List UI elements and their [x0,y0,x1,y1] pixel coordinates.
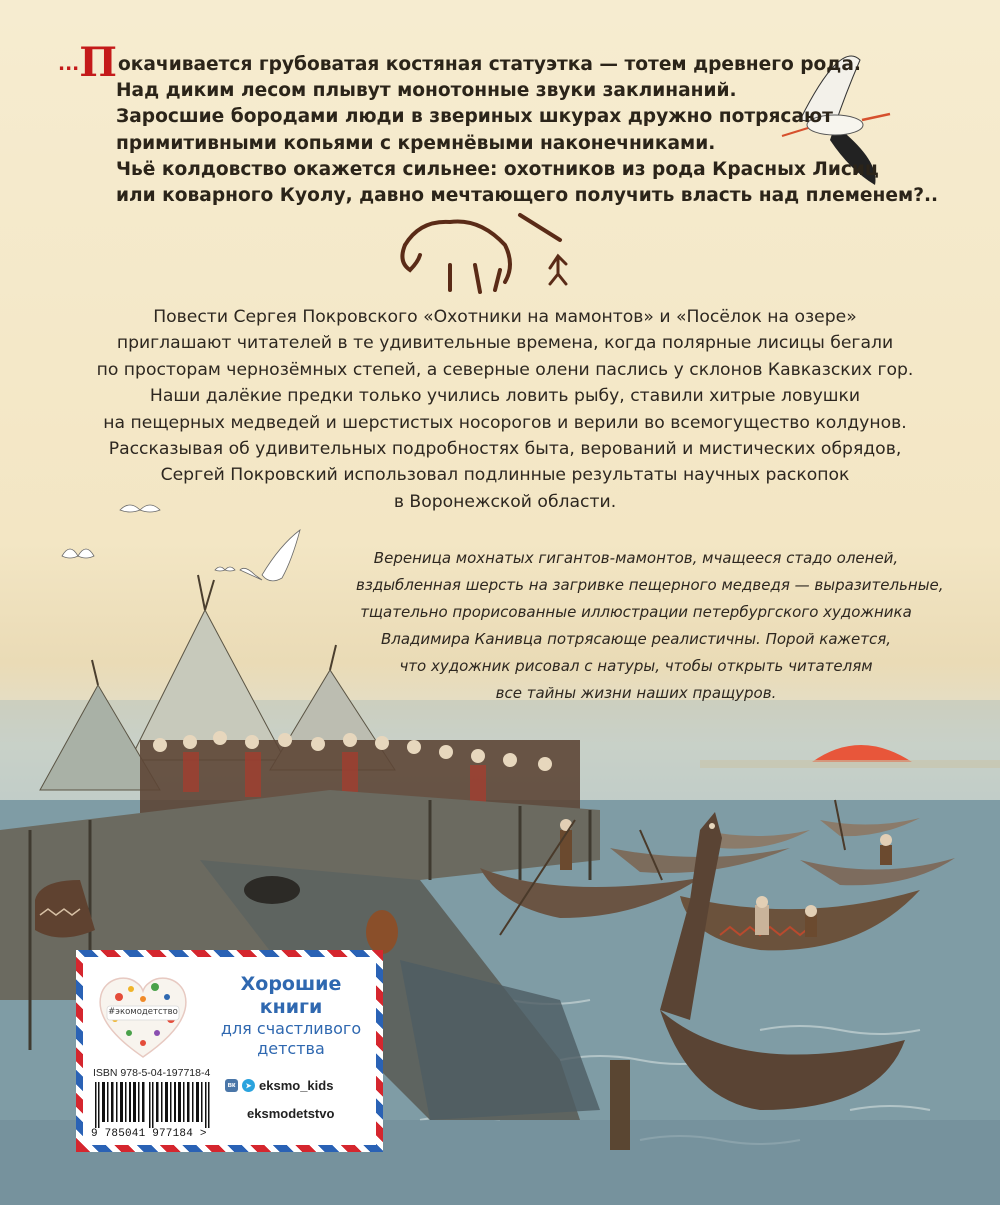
heart-hashtag: #экомодетство [108,1007,178,1017]
art-note-line: тщательно прорисованные иллюстрации петербургского художника [360,603,912,621]
intro-line-2: Над диким лесом плывут монотонные звуки заклинаний. [116,80,737,102]
slogan-line-3: для счастливого [220,1019,362,1038]
slogan-line-4: детства [257,1039,325,1058]
description-line: Сергей Покровский использовал подлинные результаты научных раскопок [160,465,850,486]
description-line: Рассказывая об удивительных подробностях быта, верований и мистических обрядов, [108,439,902,460]
slogan [201,973,381,1059]
slogan-line-2: книги [259,996,323,1018]
intro-line-text: окачивается грубоватая костяная статуэтка — тотем древнего рода. [117,54,861,75]
illustrator-note [356,545,944,707]
art-note-line: Владимира Канивца потрясающе реалистичны. Порой кажется, [380,630,892,648]
barcode [93,1082,215,1128]
description-line: Наши далёкие предки только учились ловить рыбу, ставили хитрые ловушки [149,386,861,407]
site-handle[interactable]: eksmodetstvo [247,1106,335,1121]
dog-shape [244,876,300,904]
description-line: по просторам чернозёмных степей, а северные олени паслись у склонов Кавказских гор. [96,359,914,380]
cave-painting-mammoth [402,215,566,292]
intro-line-5: Чьё колдовство окажется сильнее: охотников из рода Красных Лисиц [116,158,879,180]
intro-line-6: или коварного Куолу, давно мечтающего получить власть над племенем?.. [116,185,939,207]
fox-shape [366,910,398,954]
vk-icon[interactable]: вк [225,1079,238,1092]
intro-line-4: примитивными копьями с кремнёвыми наконечниками. [116,132,716,154]
drop-cap-letter: П [79,39,117,86]
intro-blurb [58,39,939,209]
art-note-line: вздыбленная шерсть на загривке пещерного медведя — выразительные, [356,576,944,594]
telegram-icon[interactable]: ➤ [242,1079,255,1092]
art-note-line: все тайны жизни наших пращуров. [495,684,777,702]
barcode-number: 9 785041 977184 > [91,1128,207,1140]
book-description [90,304,920,515]
isbn-label: ISBN 978-5-04-197718-4 [93,1067,211,1079]
slogan-line-1: Хорошие [240,973,342,995]
description-line: Повести Сергея Покровского «Охотники на мамонтов» и «Посёлок на озере» [153,307,857,327]
social-links [225,1078,375,1121]
description-line: на пещерных медведей и шерстистых носорогов и верили во всемогущество колдунов. [103,412,907,433]
description-line: в Воронежской области. [393,491,617,512]
intro-line-1 [58,39,898,86]
intro-lead-dots: ... [58,54,80,75]
intro-line-3: Заросшие бородами люди в звериных шкурах дружно потрясают [116,106,833,128]
art-note-line: Вереница мохнатых гигантов-мамонтов, мчащееся стадо оленей, [373,549,899,567]
heart-logo [95,969,191,1063]
description-line: приглашают читателей в те удивительные времена, когда полярные лисицы бегали [116,333,894,354]
social-handle[interactable]: eksmo_kids [259,1078,334,1093]
seagulls [62,505,300,581]
publisher-sticker [76,950,383,1152]
art-note-line: что художник рисовал с натуры, чтобы открыть читателям [399,657,873,675]
